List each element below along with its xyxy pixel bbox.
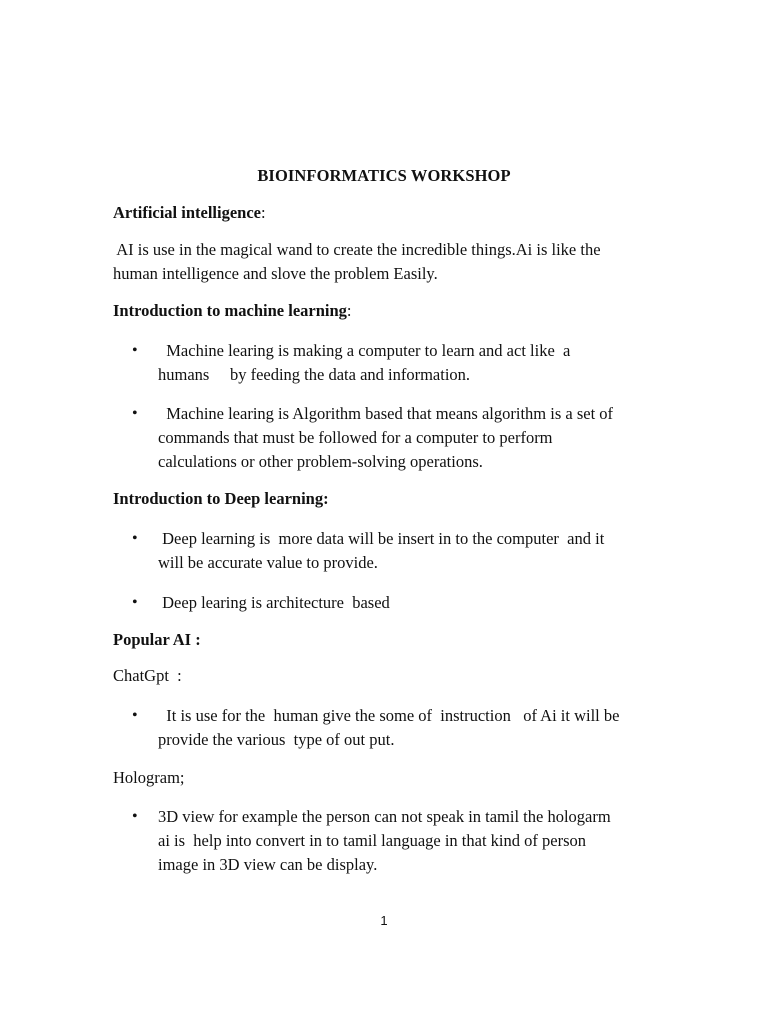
ai-heading-colon: : <box>261 203 266 222</box>
dl-bullet-2-line-1: Deep learing is architecture based <box>158 593 390 612</box>
ai-heading <box>113 201 673 225</box>
hologram-bullet-line-3: image in 3D view can be display. <box>158 855 378 874</box>
hologram-bullet-line-2: ai is help into convert in to tamil language in that kind of person <box>158 831 586 850</box>
document-title: BIOINFORMATICS WORKSHOP <box>257 166 511 185</box>
ml-bullet-2-line-3: calculations or other problem-solving operations. <box>158 452 483 471</box>
popular-ai-heading: Popular AI : <box>113 630 201 649</box>
ml-heading-text: Introduction to machine learning <box>113 301 347 320</box>
ml-bullet-1-line-1: Machine learing is making a computer to learn and act like a <box>158 341 571 360</box>
ai-paragraph-line-2: human intelligence and slove the problem Easily. <box>113 264 438 283</box>
chatgpt-bullet-line-2: provide the various type of out put. <box>158 730 395 749</box>
ml-heading-colon: : <box>346 301 352 320</box>
chatgpt-label: ChatGpt : <box>113 666 182 685</box>
dl-bullet-1-line-1: Deep learning is more data will be insert in to the computer and it <box>158 529 605 548</box>
bullet-dot: • <box>132 342 138 359</box>
bullet-dot: • <box>132 594 138 611</box>
bullet-dot: • <box>132 405 138 422</box>
dl-heading: Introduction to Deep learning: <box>113 489 329 508</box>
ai-paragraph <box>113 238 673 286</box>
ai-paragraph-line-1: AI is use in the magical wand to create the incredible things.Ai is like the <box>113 240 601 259</box>
page-number: 1 <box>380 913 388 928</box>
chatgpt-bullet-line-1: It is use for the human give the some of instruction of Ai it will be <box>158 706 620 725</box>
ml-bullet-2-line-1: Machine learing is Algorithm based that means algorithm is a set of <box>158 404 614 423</box>
bullet-dot: • <box>132 808 138 825</box>
ai-heading-text: Artificial intelligence <box>113 203 261 222</box>
bullet-dot: • <box>132 530 138 547</box>
hologram-bullet-line-1: 3D view for example the person can not speak in tamil the hologarm <box>158 807 611 826</box>
bullet-dot: • <box>132 707 138 724</box>
dl-bullet-1-line-2: will be accurate value to provide. <box>158 553 378 572</box>
ml-bullet-1-line-2: humans by feeding the data and information. <box>158 365 471 384</box>
ml-bullet-2-line-2: commands that must be followed for a computer to perform <box>158 428 553 447</box>
ml-heading <box>113 299 673 323</box>
hologram-label: Hologram; <box>113 768 185 787</box>
